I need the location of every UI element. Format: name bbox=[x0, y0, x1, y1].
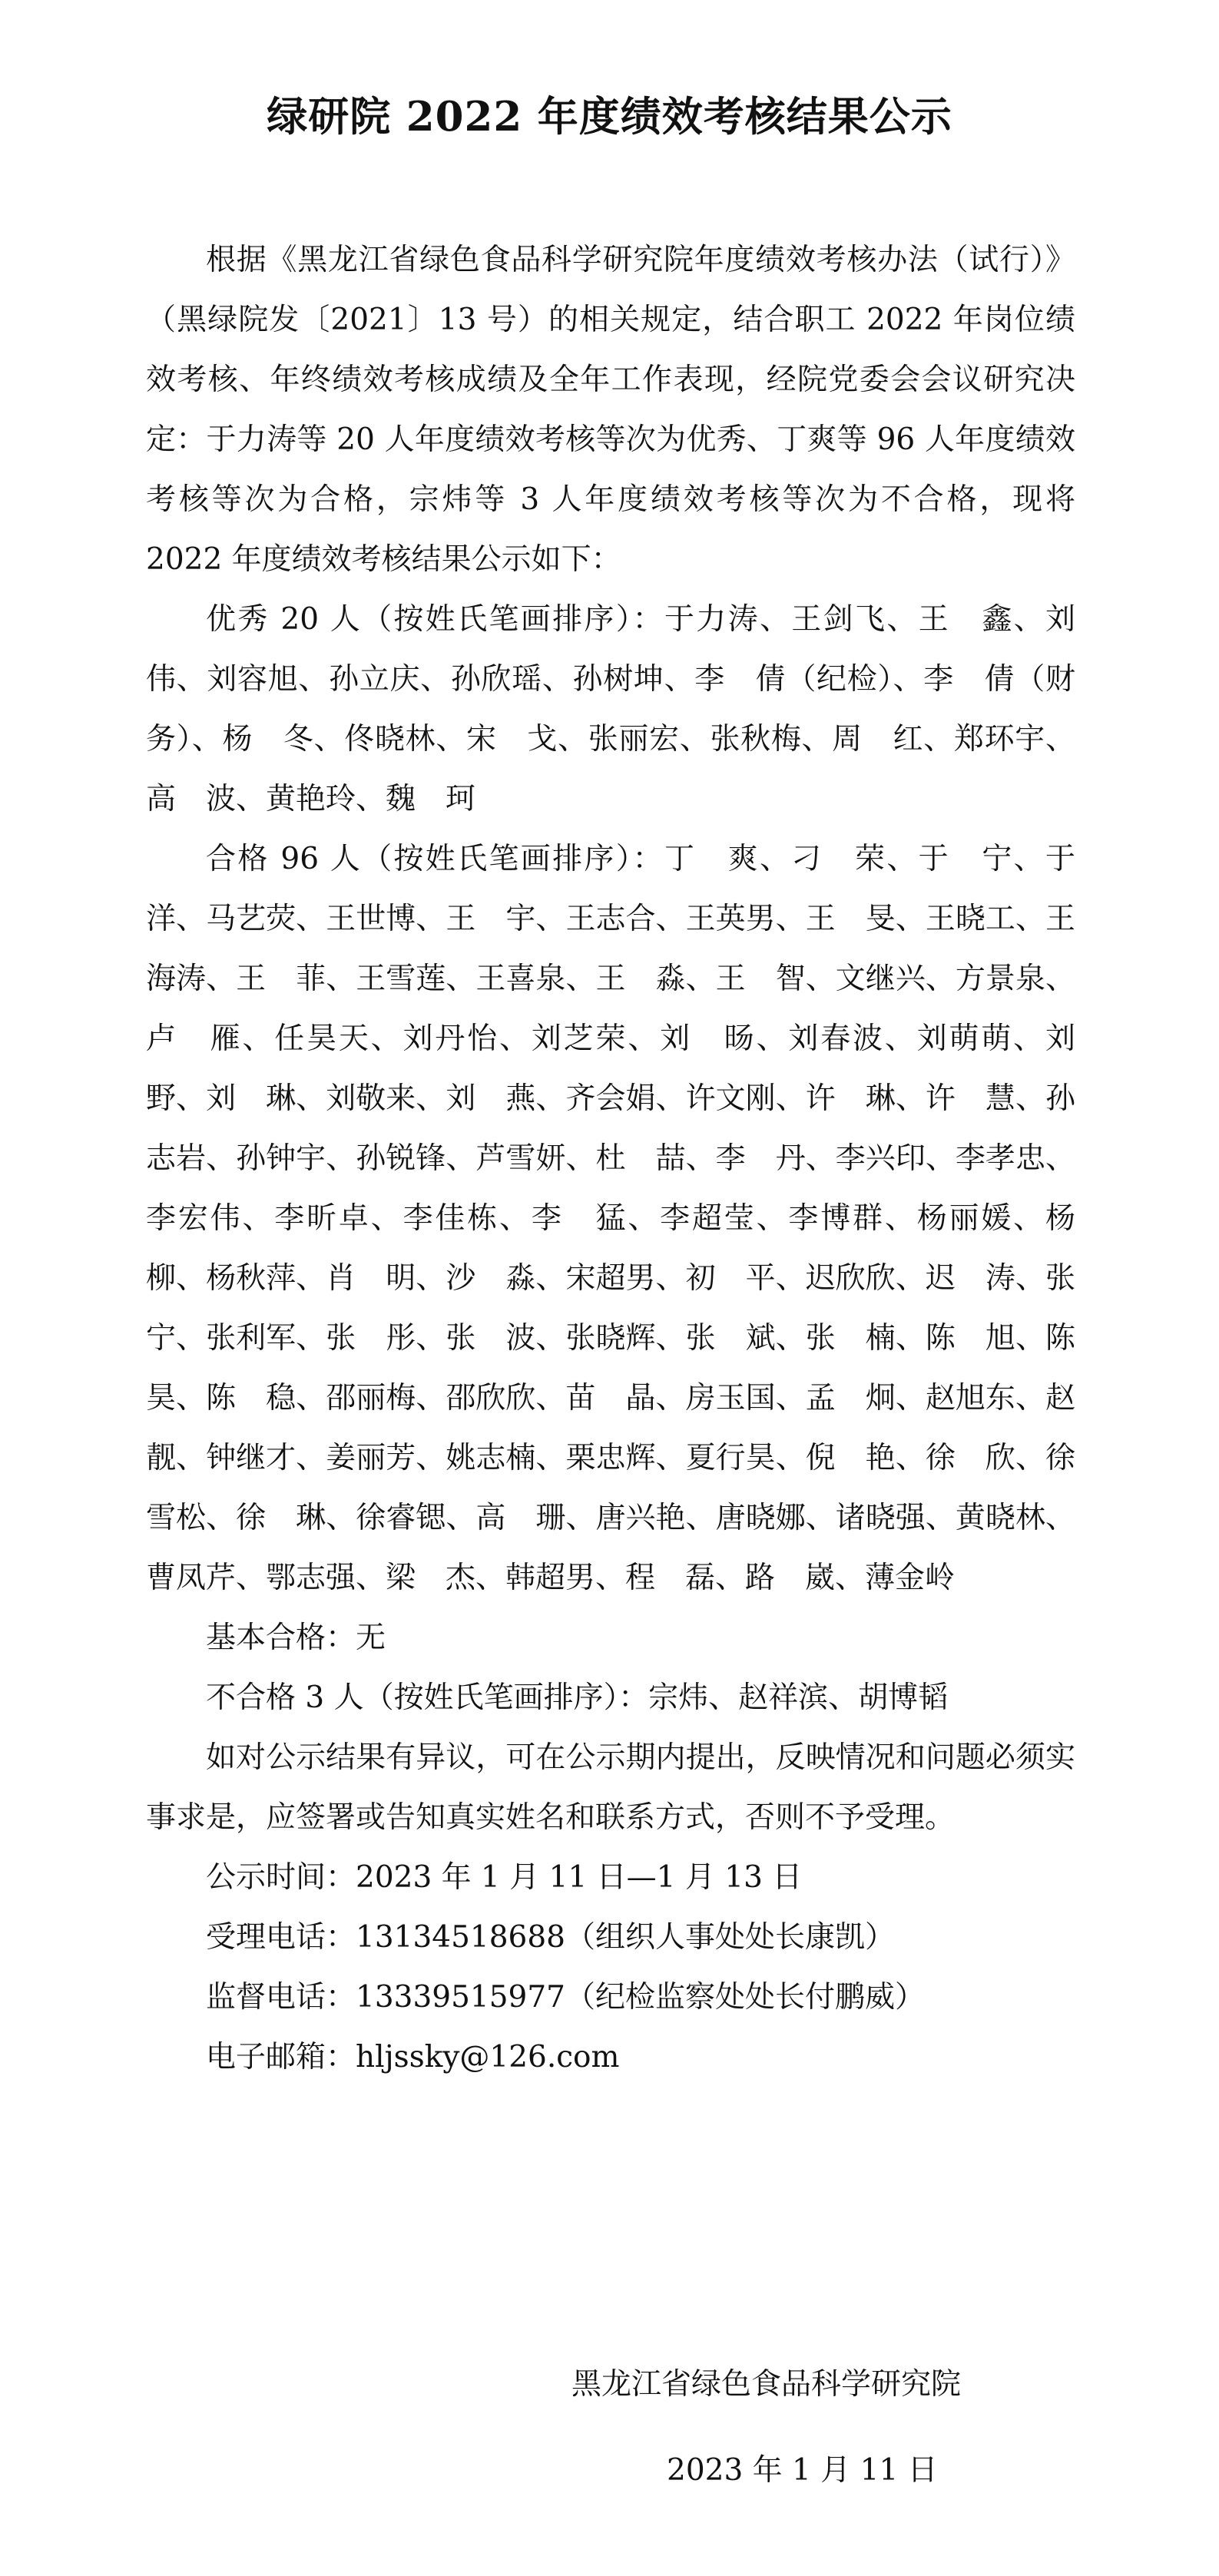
signature-organization: 黑龙江省绿色食品科学研究院 bbox=[571, 2367, 962, 2402]
acceptance-phone: 受理电话：13134518688（组织人事处处长康凯） bbox=[206, 1920, 895, 1955]
supervision-phone: 监督电话：13339515977（纪检监察处处长付鹏威） bbox=[206, 1980, 925, 2015]
objection-paragraph: 如对公示结果有异议，可在公示期内提出，反映情况和问题必须实事求是，应签署或告知真实姓名和联系方式，否则不予受理。 bbox=[146, 1740, 1075, 1835]
contact-email: 电子邮箱：hljssky@126.com bbox=[206, 2040, 620, 2074]
document-title: 绿研院 2022 年度绩效考核结果公示 bbox=[267, 93, 952, 141]
publicity-period: 公示时间：2023 年 1 月 11 日—1 月 13 日 bbox=[206, 1860, 803, 1895]
signature-date: 2023 年 1 月 11 日 bbox=[667, 2453, 938, 2488]
unqualified-list: 不合格 3 人（按姓氏笔画排序）：宗炜、赵祥滨、胡博韬 bbox=[206, 1680, 949, 1715]
intro-paragraph: 根据《黑龙江省绿色食品科学研究院年度绩效考核办法（试行）》（黑绿院发〔2021〕13 号）的相关规定，结合职工 2022 年岗位绩效考核、年终绩效考核成绩及全年工作表现，经院党委会会议研究决定：于力涛等 20 人年度绩效考核等次为优秀、丁爽等 96 人年度绩效考核等次为合格，宗炜等 3 人年度绩效考核等次为不合格，现将 2022 年度绩效考核结果公示如下： bbox=[146, 243, 1075, 577]
qualified-list: 合格 96 人（按姓氏笔画排序）：丁 爽、刁 荣、于 宁、于 洋、马艺荧、王世博、王 宇、王志合、王英男、王 旻、王晓工、王海涛、王 菲、王雪莲、王喜泉、王 淼、王 智、文继兴、方景泉、卢 雁、任昊天、刘丹怡、刘芝荣、刘 旸、刘春波、刘萌萌、刘 野、刘 琳、刘敬来、刘 燕、齐会娟、许文刚、许 琳、许 慧、孙志岩、孙钟宇、孙锐锋、芦雪妍、杜 喆、李 丹、李兴印、李孝忠、李宏伟、李昕卓、李佳栋、李 猛、李超莹、李博群、杨丽媛、杨 柳、杨秋萍、肖 明、沙 淼、宋超男、初 平、迟欣欣、迟 涛、张 宁、张利军、张 彤、张 波、张晓辉、张 斌、张 楠、陈 旭、陈 昊、陈 稳、邵丽梅、邵欣欣、苗 晶、房玉国、孟 炯、赵旭东、赵 靓、钟继才、姜丽芳、姚志楠、栗忠辉、夏行昊、倪 艳、徐 欣、徐雪松、徐 琳、徐睿锶、高 珊、唐兴艳、唐晓娜、诸晓强、黄晓林、曹凤芹、鄂志强、梁 杰、韩超男、程 磊、路 崴、薄金岭 bbox=[146, 842, 1106, 1595]
excellent-list: 优秀 20 人（按姓氏笔画排序）：于力涛、王剑飞、王 鑫、刘 伟、刘容旭、孙立庆、孙欣瑶、孙树坤、李 倩（纪检）、李 倩（财务）、杨 冬、佟晓林、宋 戈、张丽宏、张秋梅、周 红、郑环宇、高 波、黄艳玲、魏 珂 bbox=[146, 602, 1106, 816]
basic-qualified-line: 基本合格：无 bbox=[206, 1621, 386, 1655]
document-body bbox=[146, 230, 1106, 2088]
